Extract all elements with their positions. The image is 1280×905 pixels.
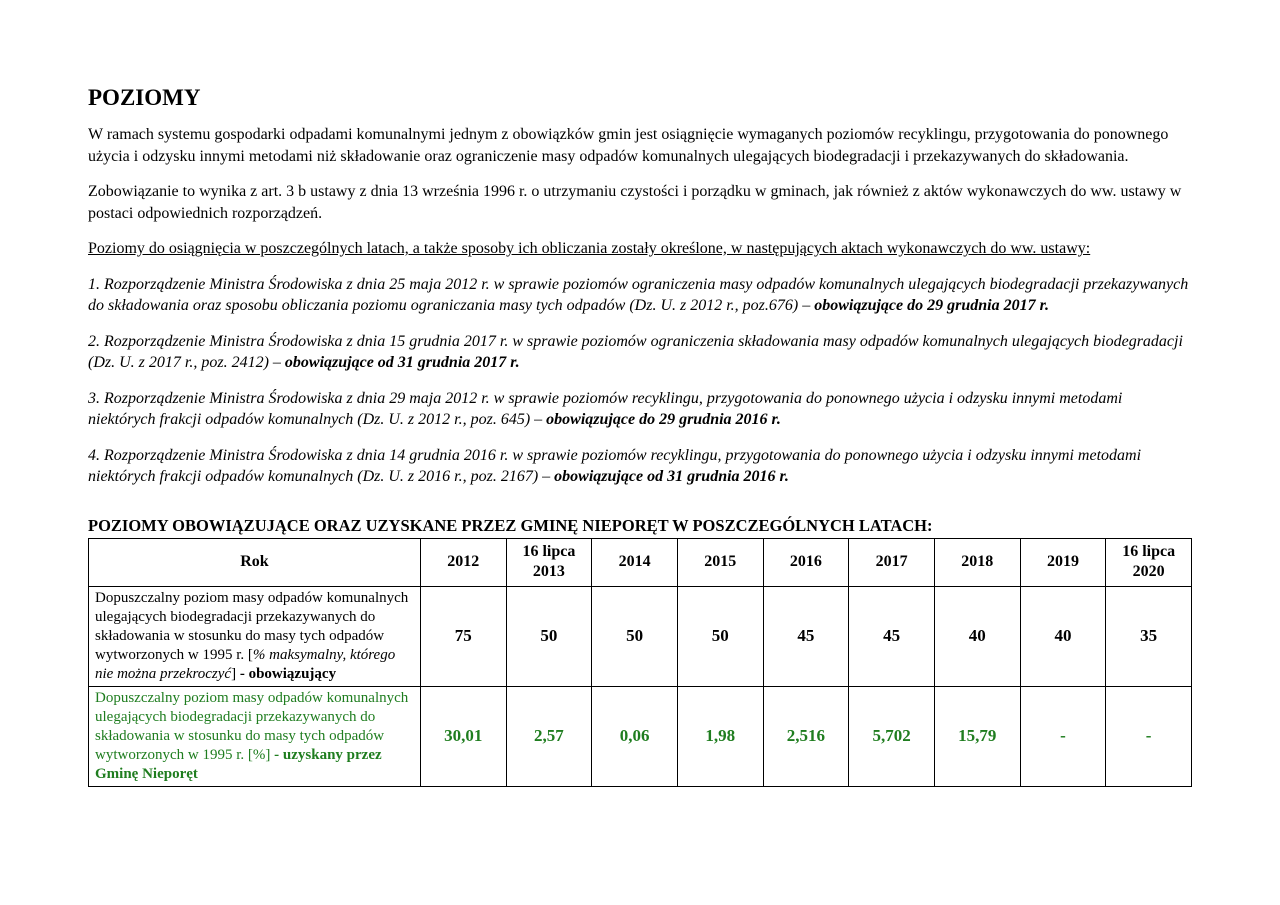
header-cell-16-lipca-2020: 16 lipca 2020: [1106, 538, 1192, 586]
table-row-required-level: [89, 586, 1192, 686]
achieved-value-2017: 5,702: [849, 686, 935, 786]
page-title: POZIOMY: [88, 85, 201, 110]
header-cell-rok: Rok: [89, 538, 421, 586]
regulation-item-3: [88, 388, 1192, 431]
required-value-2013: 50: [506, 586, 592, 686]
achieved-value-2015: 1,98: [677, 686, 763, 786]
row-label-achieved: [89, 686, 421, 786]
header-cell-16-lipca-2013: 16 lipca 2013: [506, 538, 592, 586]
underlined-paragraph: Poziomy do osiągnięcia w poszczególnych latach, a także sposoby ich obliczania zostały określone, w następujących aktach wykonawczych do ww. ustawy:: [88, 240, 1091, 257]
required-value-2012: 75: [420, 586, 506, 686]
achieved-value-2018: 15,79: [934, 686, 1020, 786]
achieved-value-2013: 2,57: [506, 686, 592, 786]
required-value-2014: 50: [592, 586, 678, 686]
header-cell-2014: 2014: [592, 538, 678, 586]
achieved-value-2012: 30,01: [420, 686, 506, 786]
header-cell-2016: 2016: [763, 538, 849, 586]
header-cell-2019: 2019: [1020, 538, 1106, 586]
regulation-3-text: 3. Rozporządzenie Ministra Środowiska z dnia 29 maja 2012 r. w sprawie poziomów recyklingu, przygotowania do ponownego użycia i odzysku innymi metodami niektórych frakcji odpadów komunalnych (Dz. U. z 2012 r., poz. 645) –: [88, 389, 1123, 428]
row-label-required: [89, 586, 421, 686]
regulation-2-validity: obowiązujące od 31 grudnia 2017 r.: [284, 354, 520, 371]
required-label-close-bracket: ]: [231, 665, 240, 682]
required-value-2020: 35: [1106, 586, 1192, 686]
achieved-value-2016: 2,516: [763, 686, 849, 786]
achieved-label-text: Dopuszczalny poziom masy odpadów komunalnych ulegających biodegradacji przekazywanych do składowania w stosunku do masy tych odpadów wytworzonych w 1995 r. [%]: [95, 689, 409, 763]
table-heading: POZIOMY OBOWIĄZUJĄCE ORAZ UZYSKANE PRZEZ GMINĘ NIEPORĘT W POSZCZEGÓLNYCH LATACH:: [88, 515, 933, 535]
required-value-2016: 45: [763, 586, 849, 686]
regulation-item-1: [88, 274, 1192, 317]
achieved-label-bold: - uzyskany przez Gminę Nieporęt: [95, 746, 382, 782]
required-value-2019: 40: [1020, 586, 1106, 686]
required-value-2017: 45: [849, 586, 935, 686]
regulation-1-text: 1. Rozporządzenie Ministra Środowiska z dnia 25 maja 2012 r. w sprawie poziomów ograniczenia masy odpadów komunalnych ulegających biodegradacji przekazywanych do składowania oraz sposobu obliczania poziomu ograniczania masy tych odpadów (Dz. U. z 2012 r., poz.676) –: [88, 275, 1189, 314]
required-value-2018: 40: [934, 586, 1020, 686]
required-label-italic: % maksymalny, którego nie można przekroczyć: [95, 646, 396, 682]
regulation-item-2: [88, 331, 1192, 374]
required-label-bold: - obowiązujący: [239, 665, 337, 682]
table-header-row: [89, 538, 1192, 586]
regulation-3-validity: obowiązujące do 29 grudnia 2016 r.: [546, 411, 781, 428]
header-cell-2018: 2018: [934, 538, 1020, 586]
regulation-2-text: 2. Rozporządzenie Ministra Środowiska z dnia 15 grudnia 2017 r. w sprawie poziomów ograniczenia składowania masy odpadów komunalnych ulegających biodegradacji (Dz. U. z 2017 r., poz. 2412) –: [88, 332, 1183, 371]
regulation-item-4: [88, 445, 1192, 488]
table-row-achieved-level: [89, 686, 1192, 786]
intro-paragraph-2: Zobowiązanie to wynika z art. 3 b ustawy z dnia 13 września 1996 r. o utrzymaniu czystości i porządku w gminach, jak również z aktów wykonawczych do ww. ustawy w postaci odpowiednich rozporządzeń.: [88, 183, 1182, 222]
regulation-1-validity: obowiązujące do 29 grudnia 2017 r.: [814, 297, 1049, 314]
required-value-2015: 50: [677, 586, 763, 686]
achieved-value-2019: -: [1020, 686, 1106, 786]
achieved-value-2014: 0,06: [592, 686, 678, 786]
required-label-text: Dopuszczalny poziom masy odpadów komunalnych ulegających biodegradacji przekazywanych do składowania w stosunku do masy tych odpadów wytworzonych w 1995 r. [: [95, 589, 409, 663]
achieved-value-2020: -: [1106, 686, 1192, 786]
levels-table: [88, 538, 1192, 787]
regulation-4-validity: obowiązujące od 31 grudnia 2016 r.: [554, 468, 789, 485]
header-cell-2012: 2012: [420, 538, 506, 586]
intro-paragraph-1: W ramach systemu gospodarki odpadami komunalnymi jednym z obowiązków gmin jest osiągnięcie wymaganych poziomów recyklingu, przygotowania do ponownego użycia i odzysku innymi metodami niż składowanie oraz ograniczenie masy odpadów komunalnych ulegających biodegradacji i przekazywanych do składowania.: [88, 126, 1169, 165]
header-cell-2017: 2017: [849, 538, 935, 586]
header-cell-2015: 2015: [677, 538, 763, 586]
regulation-4-text: 4. Rozporządzenie Ministra Środowiska z dnia 14 grudnia 2016 r. w sprawie poziomów recyklingu, przygotowania do ponownego użycia i odzysku innymi metodami niektórych frakcji odpadów komunalnych (Dz. U. z 2016 r., poz. 2167) –: [88, 446, 1142, 485]
